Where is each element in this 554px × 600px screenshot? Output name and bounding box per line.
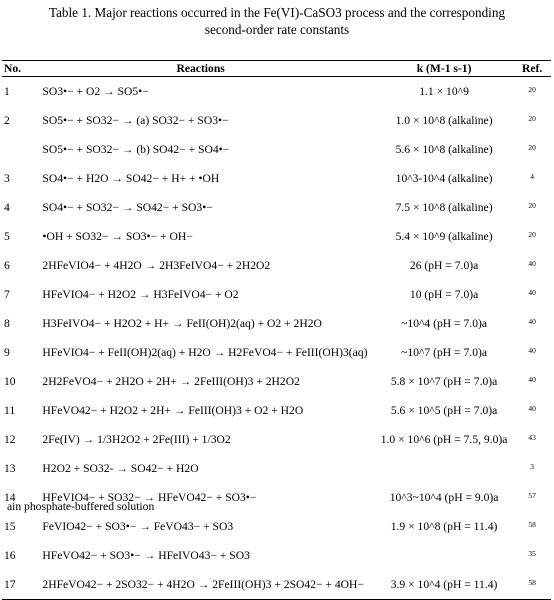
reaction-cell: HFeVIO4− + SO32− → HFeVO42− + SO3•− [42, 491, 257, 504]
table-caption [0, 4, 554, 38]
reaction-cell: 2HFeVIO4− + 4H2O → 2H3FeIVO4− + 2H2O2 [42, 259, 271, 272]
rate-constant-cell: 7.5 × 10^8 (alkaline) [395, 201, 493, 214]
reaction-cell: H2O2 + SO32- → SO42− + H2O [42, 462, 199, 475]
row-number: 16 [4, 549, 16, 562]
rate-constant-cell [375, 541, 513, 570]
rate-constant-cell: 1.9 × 10^8 (pH = 11.4) [390, 520, 498, 533]
row-number: 4 [4, 201, 10, 214]
table-footnote: ain phosphate-buffered solution [7, 500, 155, 513]
row-number: 5 [4, 230, 10, 243]
table-row [2, 251, 551, 280]
table-row [2, 396, 551, 425]
reference-cell: 20 [528, 230, 536, 239]
reference-cell: 58 [513, 570, 551, 600]
table-row [2, 367, 551, 396]
row-number: 9 [4, 346, 10, 359]
reference-cell: 40 [528, 404, 536, 413]
rate-constant-cell: 10 (pH = 7.0)a [409, 288, 479, 301]
header-reactions: Reactions [26, 61, 374, 77]
row-number [2, 135, 26, 164]
reference-cell: 58 [528, 520, 536, 529]
reaction-cell: HFeVO42− + H2O2 + 2H+ → FeIII(OH)3 + O2 + H2O [42, 404, 304, 417]
table-row [2, 570, 551, 600]
reference-cell: 40 [528, 259, 536, 268]
reaction-cell: HFeVO42− + SO3•− → HFeIVO43− + SO3 [42, 549, 250, 562]
reaction-cell: •OH + SO32− → SO3•− + OH− [42, 230, 193, 243]
reference-cell: 20 [528, 85, 536, 94]
caption-line-2: second-order rate constants [204, 22, 350, 37]
row-number: 1 [4, 85, 10, 98]
reaction-cell: HFeVIO4− + H2O2 → H3FeIVO4− + O2 [42, 288, 239, 301]
rate-constant-cell: 5.8 × 10^7 (pH = 7.0)a [390, 375, 498, 388]
reference-cell: 4 [530, 172, 534, 181]
reference-cell: 40 [528, 317, 536, 326]
rate-constant-cell: 10^3-10^4 (alkaline) [395, 172, 493, 185]
row-number: 10 [4, 375, 16, 388]
row-number: 12 [4, 433, 16, 446]
rate-constant-cell: 5.6 × 10^5 (pH = 7.0)a [390, 404, 498, 417]
row-number: 17 [2, 570, 26, 600]
rate-constant-cell: 1.0 × 10^6 (pH = 7.5, 9.0)a [380, 433, 508, 446]
reference-cell: 57 [528, 491, 536, 500]
rate-constant-cell: 26 (pH = 7.0)a [409, 259, 479, 272]
header-no: No. [2, 61, 26, 77]
rate-constant-cell: ~10^4 (pH = 7.0)a [401, 317, 487, 330]
reference-cell: 3 [530, 462, 534, 471]
table-row [2, 193, 551, 222]
reaction-cell: 2HFeVO42− + 2SO32− + 4H2O → 2FeIII(OH)3 + 2SO42− + 4OH− [26, 570, 374, 600]
table-row [2, 280, 551, 309]
reaction-cell: 2Fe(IV) → 1/3H2O2 + 2Fe(III) + 1/3O2 [42, 433, 231, 446]
rate-constant-cell [375, 454, 513, 483]
rate-constant-cell: 1.1 × 10^9 [419, 85, 469, 98]
rate-constant-cell: 5.6 × 10^8 (alkaline) [395, 143, 493, 156]
row-number: 13 [4, 462, 16, 475]
reaction-cell: HFeVIO4− + FeII(OH)2(aq) + H2O → H2FeVO4− + FeIII(OH)3(aq) [42, 346, 368, 359]
reaction-cell: SO5•− + SO32− → (a) SO32− + SO3•− [42, 114, 229, 127]
reaction-cell: SO4•− + H2O → SO42− + H+ + •OH [42, 172, 220, 185]
rate-constant-cell: 10^3~10^4 (pH = 9.0)a [389, 491, 499, 504]
header-ref: Ref. [513, 61, 551, 77]
rate-constant-cell: 3.9 × 10^4 (pH = 11.4) [375, 570, 513, 600]
reference-cell: 43 [528, 433, 536, 442]
table-row [2, 106, 551, 135]
row-number: 7 [4, 288, 10, 301]
reaction-cell: FeVIO42− + SO3•− → FeVO43− + SO3 [42, 520, 234, 533]
reaction-cell: H3FeIVO4− + H2O2 + H+ → FeII(OH)2(aq) + O2 + 2H2O [42, 317, 322, 330]
row-number: 6 [4, 259, 10, 272]
rate-constant-cell: 1.0 × 10^8 (alkaline) [395, 114, 493, 127]
reference-cell: 40 [528, 375, 536, 384]
row-number: 2 [4, 114, 10, 127]
reference-cell: 20 [528, 114, 536, 123]
table-row [2, 77, 551, 107]
table-row [2, 425, 551, 454]
reaction-cell: SO3•− + O2 → SO5•− [42, 85, 149, 98]
header-rate-constant: k (M-1 s-1) [375, 61, 513, 77]
reaction-cell: SO5•− + SO32− → (b) SO42− + SO4•− [42, 143, 230, 156]
table-row [2, 135, 551, 164]
row-number: 15 [4, 520, 16, 533]
reference-cell: 40 [528, 346, 536, 355]
table-row [2, 541, 551, 570]
rate-constant-cell: 5.4 × 10^9 (alkaline) [395, 230, 493, 243]
reaction-cell: 2H2FeVO4− + 2H2O + 2H+ → 2FeIII(OH)3 + 2H2O2 [42, 375, 300, 388]
reference-cell: 20 [528, 201, 536, 210]
table-row [2, 338, 551, 367]
caption-line-1: Table 1. Major reactions occurred in the Fe(VI)-CaSO3 process and the corresponding [48, 5, 506, 20]
table-row [2, 512, 551, 541]
header-row [2, 61, 551, 77]
table-row [2, 222, 551, 251]
rate-constant-cell: ~10^7 (pH = 7.0)a [401, 346, 487, 359]
table-row [2, 309, 551, 338]
table-row [2, 454, 551, 483]
reference-cell: 20 [528, 143, 536, 152]
reference-cell: 40 [528, 288, 536, 297]
row-number: 8 [4, 317, 10, 330]
row-number: 14 [4, 491, 16, 504]
reactions-table [2, 60, 551, 600]
row-number: 3 [4, 172, 10, 185]
table-row [2, 164, 551, 193]
reference-cell: 35 [528, 549, 536, 558]
row-number: 11 [4, 404, 16, 417]
reaction-cell: SO4•− + SO32− → SO42− + SO3•− [42, 201, 213, 214]
